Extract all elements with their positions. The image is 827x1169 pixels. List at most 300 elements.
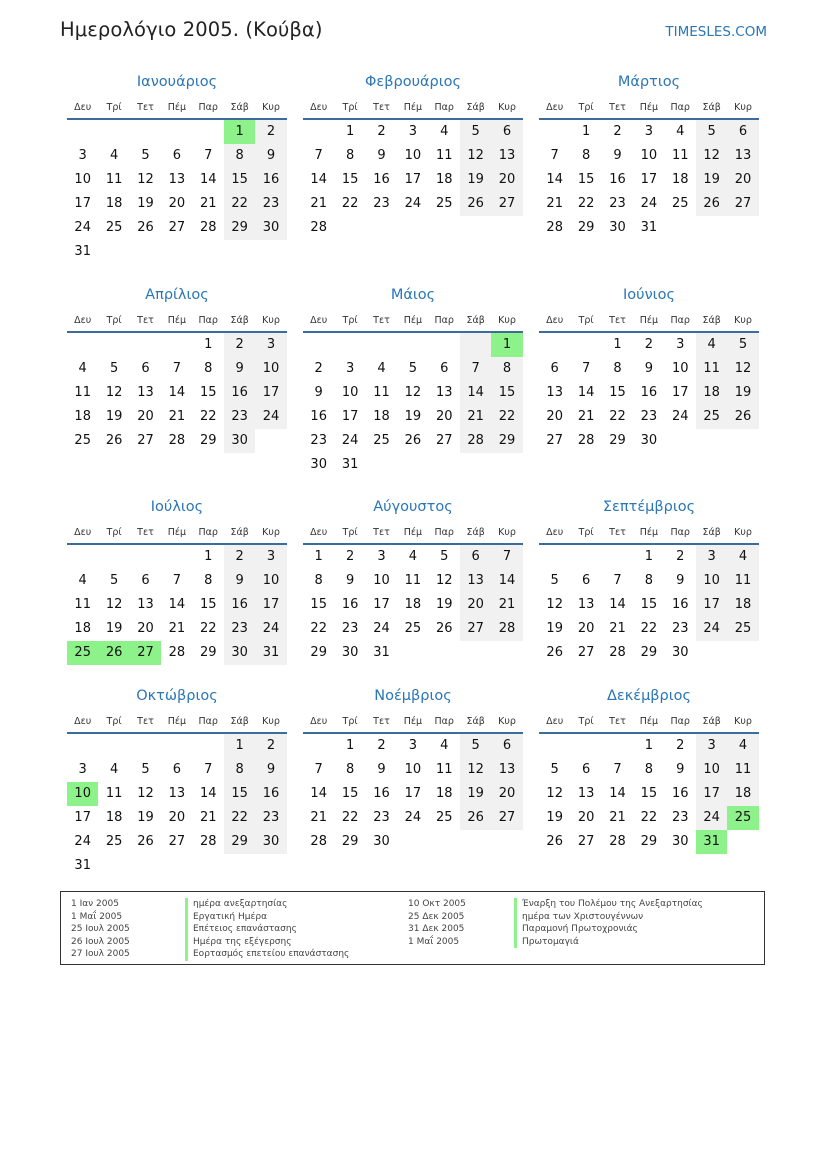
weekday-label: Κυρ <box>498 102 516 113</box>
day-cell: 17 <box>404 786 422 801</box>
day-cell: 20 <box>577 621 595 636</box>
weekday-label: Πέμ <box>639 527 659 538</box>
day-cell: 18 <box>373 409 390 424</box>
day-cell: 13 <box>168 786 186 801</box>
weekday-label: Τρί <box>106 716 122 727</box>
empty-cell <box>727 830 758 854</box>
day-cell: 10 <box>255 569 286 593</box>
day-cell: 11 <box>671 148 689 163</box>
day-cell: 10 <box>404 148 422 163</box>
weekday-header <box>303 523 523 543</box>
weekday-label: Τρί <box>342 102 358 113</box>
day-cell: 12 <box>435 573 453 588</box>
weekday-label: Τρί <box>106 315 122 326</box>
empty-cell <box>366 453 397 477</box>
day-cell: 21 <box>609 621 626 636</box>
day-cell: 21 <box>491 593 522 617</box>
empty-cell <box>130 734 161 758</box>
day-cell: 19 <box>696 168 727 192</box>
weekday-header <box>303 98 523 118</box>
day-grid <box>539 734 759 854</box>
day-cell: 14 <box>577 385 595 400</box>
month-calendar <box>539 497 759 665</box>
day-cell: 16 <box>341 597 359 612</box>
day-cell: 14 <box>546 172 563 187</box>
weekday-label: Πέμ <box>167 315 187 326</box>
day-cell: 12 <box>460 758 491 782</box>
weekday-label: Τετ <box>373 102 390 113</box>
weekday-label: Τετ <box>373 527 390 538</box>
day-cell: 14 <box>491 569 522 593</box>
day-cell: 7 <box>613 573 622 588</box>
day-cell: 7 <box>172 361 181 376</box>
day-cell: 10 <box>671 361 689 376</box>
day-cell: 9 <box>224 569 255 593</box>
day-cell: 21 <box>609 810 626 825</box>
day-cell: 30 <box>373 834 390 849</box>
empty-cell <box>397 830 428 854</box>
empty-cell <box>539 734 570 758</box>
day-cell: 17 <box>255 381 286 405</box>
day-cell: 31 <box>74 244 91 259</box>
day-cell: 20 <box>491 782 522 806</box>
weekday-label: Πέμ <box>403 527 423 538</box>
empty-cell <box>539 333 570 357</box>
day-cell: 3 <box>676 337 685 352</box>
weekday-label: Πέμ <box>167 716 187 727</box>
day-cell: 22 <box>199 409 217 424</box>
day-cell: 8 <box>613 361 622 376</box>
day-cell: 22 <box>341 196 359 211</box>
day-cell: 5 <box>550 762 559 777</box>
day-cell: 13 <box>546 385 563 400</box>
weekday-label: Τετ <box>609 102 626 113</box>
day-cell: 17 <box>341 409 359 424</box>
weekday-label: Σάβ <box>230 315 249 326</box>
day-cell: 17 <box>404 172 422 187</box>
day-cell: 23 <box>255 192 286 216</box>
day-cell: 27 <box>491 192 522 216</box>
legend-date: 1 Μαΐ 2005 <box>71 911 123 922</box>
day-cell: 23 <box>640 409 658 424</box>
holiday-legend <box>60 891 765 965</box>
day-cell: 29 <box>491 429 522 453</box>
month-name: Ιούνιος <box>623 287 675 303</box>
empty-cell <box>130 333 161 357</box>
day-cell: 16 <box>255 782 286 806</box>
holiday-day-cell: 1 <box>491 333 522 357</box>
day-cell: 23 <box>671 621 689 636</box>
day-cell: 24 <box>341 433 359 448</box>
day-cell: 22 <box>491 405 522 429</box>
day-cell: 9 <box>224 357 255 381</box>
day-cell: 7 <box>613 762 622 777</box>
weekday-label: Παρ <box>670 716 690 727</box>
empty-cell <box>696 429 727 453</box>
day-cell: 25 <box>404 621 422 636</box>
day-cell: 13 <box>168 172 186 187</box>
weekday-label: Τρί <box>342 716 358 727</box>
empty-cell <box>193 734 224 758</box>
day-cell: 17 <box>74 810 91 825</box>
day-cell: 2 <box>377 738 386 753</box>
day-cell: 5 <box>141 148 150 163</box>
day-cell: 7 <box>550 148 559 163</box>
empty-cell <box>696 216 727 240</box>
empty-cell <box>303 333 334 357</box>
day-cell: 28 <box>609 834 626 849</box>
day-cell: 27 <box>168 834 186 849</box>
empty-cell <box>161 734 192 758</box>
weekday-label: Σάβ <box>230 527 249 538</box>
day-cell: 19 <box>435 597 453 612</box>
month-calendar <box>303 497 523 665</box>
holiday-day-cell: 25 <box>67 641 98 665</box>
empty-cell <box>460 216 491 240</box>
day-cell: 7 <box>172 573 181 588</box>
empty-cell <box>665 216 696 240</box>
day-cell: 15 <box>491 381 522 405</box>
day-cell: 5 <box>460 734 491 758</box>
day-cell: 20 <box>727 168 758 192</box>
weekday-label: Δευ <box>74 315 92 326</box>
day-cell: 8 <box>345 148 355 163</box>
day-cell: 22 <box>224 806 255 830</box>
weekday-label: Τρί <box>578 527 594 538</box>
weekday-label: Σάβ <box>466 315 485 326</box>
weekday-label: Σάβ <box>702 315 721 326</box>
weekday-label: Σάβ <box>702 527 721 538</box>
weekday-label: Κυρ <box>734 315 752 326</box>
weekday-label: Κυρ <box>734 102 752 113</box>
legend-date: 25 Δεκ 2005 <box>408 911 465 922</box>
weekday-label: Τετ <box>373 716 390 727</box>
day-cell: 2 <box>224 545 255 569</box>
day-cell: 23 <box>373 810 390 825</box>
empty-cell <box>602 545 633 569</box>
weekday-label: Δευ <box>74 527 92 538</box>
empty-cell <box>539 120 570 144</box>
day-cell: 23 <box>224 617 255 641</box>
day-cell: 7 <box>491 545 522 569</box>
day-cell: 31 <box>255 641 286 665</box>
day-grid <box>303 333 523 477</box>
day-cell: 7 <box>204 148 213 163</box>
day-cell: 6 <box>581 573 591 588</box>
page-title: Ημερολόγιο 2005. (Κούβα) <box>60 18 323 41</box>
weekday-header <box>67 98 287 118</box>
day-cell: 26 <box>137 834 154 849</box>
day-cell: 15 <box>199 597 217 612</box>
day-cell: 27 <box>460 617 491 641</box>
weekday-label: Κυρ <box>498 315 516 326</box>
day-cell: 5 <box>141 762 150 777</box>
holiday-day-cell: 26 <box>98 641 129 665</box>
legend-holiday-name: Επέτειος επανάστασης <box>185 923 349 936</box>
day-cell: 21 <box>460 405 491 429</box>
day-cell: 3 <box>255 545 286 569</box>
day-cell: 16 <box>373 172 390 187</box>
day-cell: 20 <box>137 409 154 424</box>
day-cell: 23 <box>255 806 286 830</box>
day-cell: 9 <box>345 573 355 588</box>
day-cell: 18 <box>727 593 758 617</box>
empty-cell <box>570 734 601 758</box>
day-cell: 24 <box>696 617 727 641</box>
day-cell: 4 <box>727 545 758 569</box>
weekday-label: Παρ <box>198 102 218 113</box>
legend-dates-right <box>408 898 466 948</box>
weekday-label: Πέμ <box>403 716 423 727</box>
day-cell: 10 <box>373 573 390 588</box>
day-cell: 25 <box>105 220 123 235</box>
month-name: Σεπτέμβριος <box>602 499 696 515</box>
day-cell: 21 <box>310 196 327 211</box>
day-cell: 3 <box>696 734 727 758</box>
day-cell: 2 <box>255 120 286 144</box>
weekday-label: Τετ <box>609 527 626 538</box>
day-cell: 11 <box>373 385 390 400</box>
day-cell: 9 <box>613 148 622 163</box>
day-cell: 6 <box>550 361 559 376</box>
weekday-label: Δευ <box>310 102 328 113</box>
empty-cell <box>397 641 428 665</box>
day-cell: 15 <box>224 168 255 192</box>
day-cell: 21 <box>577 409 595 424</box>
day-cell: 12 <box>137 172 154 187</box>
day-cell: 16 <box>255 168 286 192</box>
day-cell: 29 <box>640 834 658 849</box>
day-cell: 24 <box>404 196 422 211</box>
empty-cell <box>491 453 522 477</box>
weekday-label: Σάβ <box>702 102 721 113</box>
weekday-label: Δευ <box>546 716 564 727</box>
day-cell: 8 <box>644 573 653 588</box>
day-cell: 4 <box>676 124 685 139</box>
day-grid <box>67 734 287 878</box>
day-cell: 19 <box>546 621 563 636</box>
day-cell: 19 <box>105 621 123 636</box>
day-cell: 11 <box>727 569 758 593</box>
day-cell: 9 <box>255 144 286 168</box>
weekday-label: Πέμ <box>403 102 423 113</box>
day-cell: 14 <box>168 597 186 612</box>
day-cell: 26 <box>546 645 563 660</box>
day-cell: 12 <box>105 597 123 612</box>
day-cell: 11 <box>435 762 453 777</box>
day-cell: 11 <box>74 385 91 400</box>
brand-link[interactable]: TIMESLES.COM <box>665 24 767 40</box>
day-cell: 28 <box>609 645 626 660</box>
weekday-label: Παρ <box>434 102 454 113</box>
weekday-label: Τετ <box>609 716 626 727</box>
month-name: Ιούλιος <box>150 499 204 515</box>
day-cell: 12 <box>460 144 491 168</box>
empty-cell <box>193 240 224 264</box>
weekday-label: Παρ <box>670 315 690 326</box>
day-grid <box>539 120 759 240</box>
weekday-label: Πέμ <box>639 315 659 326</box>
day-cell: 31 <box>341 457 359 472</box>
weekday-label: Δευ <box>310 315 328 326</box>
day-grid <box>539 333 759 453</box>
month-name: Φεβρουάριος <box>364 74 462 90</box>
day-cell: 16 <box>224 381 255 405</box>
day-cell: 1 <box>644 549 653 564</box>
day-cell: 18 <box>671 172 689 187</box>
day-cell: 26 <box>404 433 422 448</box>
day-grid <box>67 120 287 264</box>
holiday-day-cell: 1 <box>224 120 255 144</box>
empty-cell <box>161 120 192 144</box>
day-cell: 20 <box>577 810 595 825</box>
day-cell: 14 <box>168 385 186 400</box>
legend-date: 27 Ιουλ 2005 <box>71 949 130 959</box>
empty-cell <box>539 545 570 569</box>
month-calendar <box>303 686 523 854</box>
legend-holiday-name: ημέρα των Χριστουγέννων <box>514 911 703 924</box>
day-cell: 3 <box>345 361 355 376</box>
day-cell: 18 <box>404 597 422 612</box>
day-cell: 1 <box>204 337 213 352</box>
day-cell: 28 <box>491 617 522 641</box>
day-cell: 15 <box>224 782 255 806</box>
weekday-label: Κυρ <box>734 716 752 727</box>
day-cell: 15 <box>609 385 626 400</box>
day-grid <box>303 734 523 854</box>
empty-cell <box>334 216 365 240</box>
day-cell: 1 <box>581 124 591 139</box>
day-cell: 24 <box>640 196 658 211</box>
day-cell: 30 <box>671 645 689 660</box>
day-cell: 2 <box>377 124 386 139</box>
day-cell: 3 <box>408 738 417 753</box>
day-cell: 30 <box>671 834 689 849</box>
weekday-header <box>539 712 759 732</box>
weekday-label: Δευ <box>310 527 328 538</box>
day-cell: 30 <box>609 220 626 235</box>
month-calendar <box>539 72 759 240</box>
empty-cell <box>161 854 192 878</box>
day-cell: 1 <box>644 738 653 753</box>
day-cell: 16 <box>640 385 658 400</box>
month-calendar <box>539 285 759 453</box>
weekday-label: Πέμ <box>639 716 659 727</box>
empty-cell <box>397 453 428 477</box>
day-cell: 17 <box>696 593 727 617</box>
day-cell: 5 <box>440 549 449 564</box>
day-cell: 14 <box>199 172 217 187</box>
weekday-label: Παρ <box>670 102 690 113</box>
day-cell: 15 <box>341 172 359 187</box>
holiday-day-cell: 25 <box>727 806 758 830</box>
day-cell: 2 <box>314 361 323 376</box>
empty-cell <box>255 429 286 453</box>
day-cell: 28 <box>310 220 327 235</box>
empty-cell <box>98 734 129 758</box>
day-cell: 27 <box>168 220 186 235</box>
day-cell: 22 <box>199 621 217 636</box>
day-cell: 30 <box>255 216 286 240</box>
empty-cell <box>460 830 491 854</box>
empty-cell <box>570 333 601 357</box>
legend-date: 10 Οκτ 2005 <box>408 899 466 909</box>
day-cell: 18 <box>435 786 453 801</box>
weekday-label: Παρ <box>198 716 218 727</box>
empty-cell <box>255 854 286 878</box>
day-cell: 27 <box>727 192 758 216</box>
day-cell: 8 <box>314 573 323 588</box>
weekday-label: Σάβ <box>702 716 721 727</box>
day-cell: 20 <box>546 409 563 424</box>
day-cell: 17 <box>671 385 689 400</box>
day-cell: 28 <box>460 429 491 453</box>
empty-cell <box>491 641 522 665</box>
day-cell: 6 <box>172 148 181 163</box>
day-cell: 29 <box>640 645 658 660</box>
day-cell: 28 <box>546 220 563 235</box>
day-cell: 27 <box>577 645 595 660</box>
day-cell: 11 <box>404 573 422 588</box>
day-cell: 5 <box>550 573 559 588</box>
weekday-label: Σάβ <box>466 102 485 113</box>
day-cell: 31 <box>373 645 390 660</box>
day-cell: 9 <box>314 385 323 400</box>
day-cell: 6 <box>141 361 150 376</box>
empty-cell <box>98 240 129 264</box>
day-cell: 23 <box>310 433 327 448</box>
weekday-label: Τετ <box>137 527 154 538</box>
day-cell: 4 <box>109 148 119 163</box>
empty-cell <box>429 641 460 665</box>
day-cell: 25 <box>727 617 758 641</box>
day-cell: 27 <box>435 433 453 448</box>
day-cell: 19 <box>460 168 491 192</box>
day-cell: 26 <box>435 621 453 636</box>
empty-cell <box>255 240 286 264</box>
day-cell: 4 <box>78 573 87 588</box>
day-cell: 18 <box>727 782 758 806</box>
weekday-label: Παρ <box>198 315 218 326</box>
day-cell: 15 <box>310 597 327 612</box>
day-cell: 12 <box>696 144 727 168</box>
day-cell: 6 <box>491 734 522 758</box>
empty-cell <box>67 734 98 758</box>
day-cell: 4 <box>696 333 727 357</box>
legend-names-left <box>185 898 349 961</box>
day-cell: 29 <box>199 433 217 448</box>
day-cell: 14 <box>199 786 217 801</box>
weekday-label: Πέμ <box>167 102 187 113</box>
day-cell: 15 <box>199 385 217 400</box>
day-cell: 31 <box>74 858 91 873</box>
empty-cell <box>67 545 98 569</box>
legend-holiday-name: Εργατική Ημέρα <box>185 911 349 924</box>
legend-holiday-name: Πρωτομαγιά <box>514 936 703 949</box>
holiday-day-cell: 31 <box>696 830 727 854</box>
day-cell: 19 <box>105 409 123 424</box>
day-cell: 26 <box>727 405 758 429</box>
weekday-label: Κυρ <box>262 527 280 538</box>
day-cell: 10 <box>74 172 91 187</box>
day-cell: 2 <box>644 337 653 352</box>
day-cell: 17 <box>255 593 286 617</box>
day-cell: 3 <box>408 124 417 139</box>
day-cell: 17 <box>640 172 658 187</box>
day-cell: 30 <box>255 830 286 854</box>
day-cell: 12 <box>727 357 758 381</box>
day-cell: 8 <box>644 762 653 777</box>
